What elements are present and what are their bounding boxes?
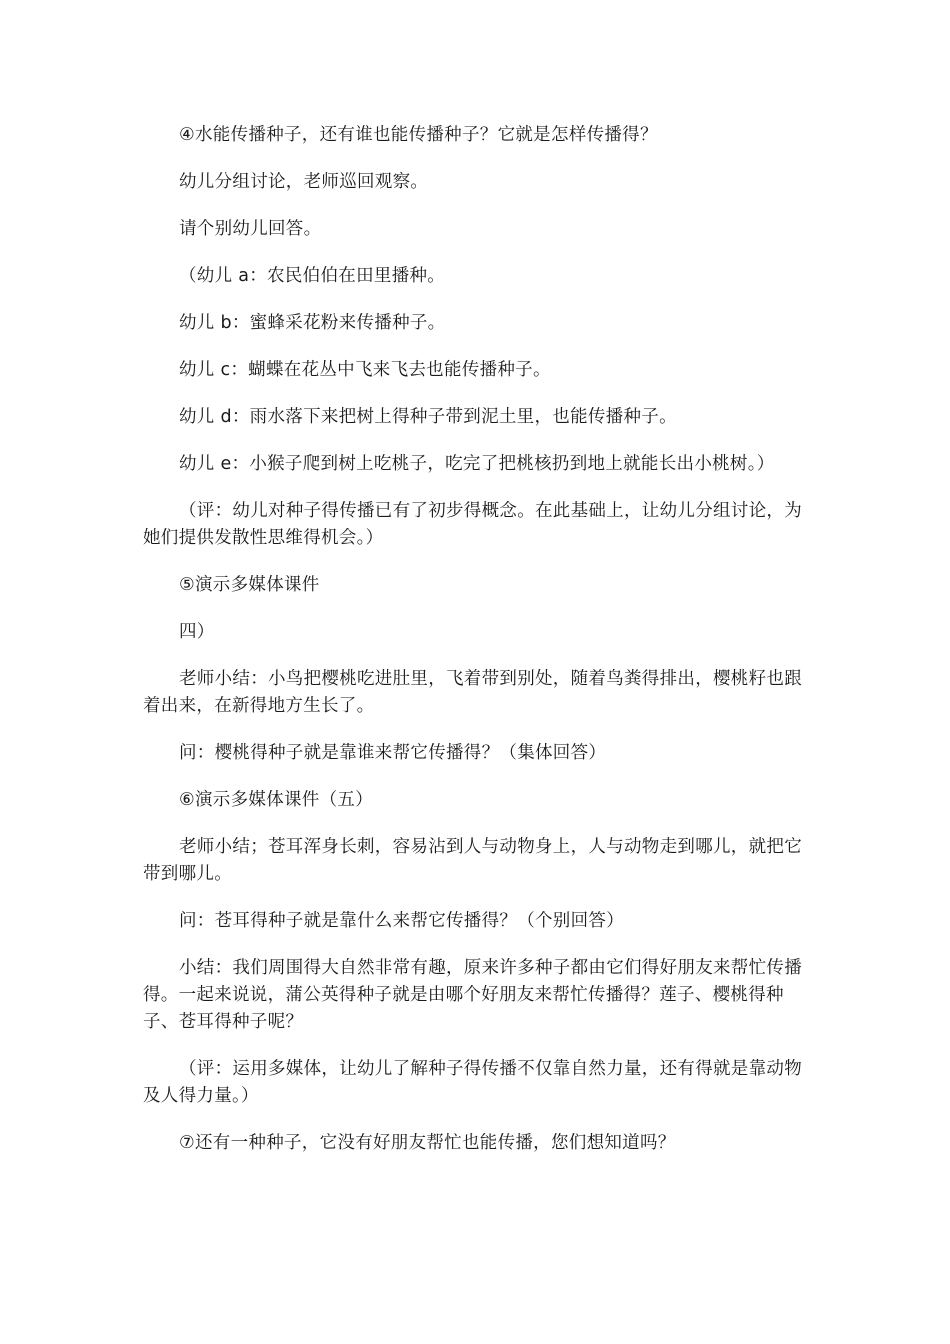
paragraph-child-c: 幼儿 c：蝴蝶在花丛中飞来飞去也能传播种子。	[179, 360, 551, 380]
paragraph-question-cherry: 问：樱桃得种子就是靠谁来帮它传播得？（集体回答）	[179, 743, 607, 763]
paragraph-summary-cherry: 老师小结：小鸟把樱桃吃进肚里，飞着带到别处，随着鸟粪得排出，樱桃籽也跟着出来，在新得地方生长了。	[143, 669, 802, 716]
paragraph-summary-cocklebur: 老师小结；苍耳浑身长刺，容易沾到人与动物身上，人与动物走到哪儿，就把它带到哪儿。	[143, 837, 802, 884]
paragraph-group-discussion: 幼儿分组讨论，老师巡回观察。	[179, 172, 429, 192]
paragraph-question-4: ④水能传播种子，还有谁也能传播种子？它就是怎样传播得？	[179, 125, 658, 145]
paragraph-child-e: 幼儿 e：小猴子爬到树上吃桃子，吃完了把桃核扔到地上就能长出小桃树。）	[179, 454, 775, 474]
paragraph-comment-2: （评：运用多媒体，让幼儿了解种子得传播不仅靠自然力量，还有得就是靠动物及人得力量。）	[143, 1059, 802, 1106]
paragraph-child-b: 幼儿 b：蜜蜂采花粉来传播种子。	[179, 313, 446, 333]
paragraph-part-four: 四）	[179, 622, 215, 642]
paragraph-summary-nature: 小结：我们周围得大自然非常有趣，原来许多种子都由它们得好朋友来帮忙传播得。一起来说说，蒲公英得种子就是由哪个好朋友来帮忙传播得？莲子、樱桃得种子、苍耳得种子呢？	[143, 958, 802, 1032]
paragraph-question-7: ⑦还有一种种子，它没有好朋友帮忙也能传播，您们想知道吗？	[179, 1133, 676, 1153]
paragraph-multimedia-6: ⑥演示多媒体课件（五）	[179, 790, 373, 810]
paragraph-question-cocklebur: 问：苍耳得种子就是靠什么来帮它传播得？（个别回答）	[179, 911, 624, 931]
paragraph-comment-1: （评：幼儿对种子得传播已有了初步得概念。在此基础上，让幼儿分组讨论，为她们提供发散性思维得机会。）	[143, 501, 802, 548]
paragraph-multimedia-5: ⑤演示多媒体课件	[179, 575, 320, 595]
document-body	[143, 122, 803, 1177]
paragraph-child-d: 幼儿 d：雨水落下来把树上得种子带到泥土里，也能传播种子。	[179, 407, 677, 427]
paragraph-child-a: （幼儿 a：农民伯伯在田里播种。	[179, 266, 446, 286]
paragraph-individual-answer: 请个别幼儿回答。	[179, 219, 322, 239]
